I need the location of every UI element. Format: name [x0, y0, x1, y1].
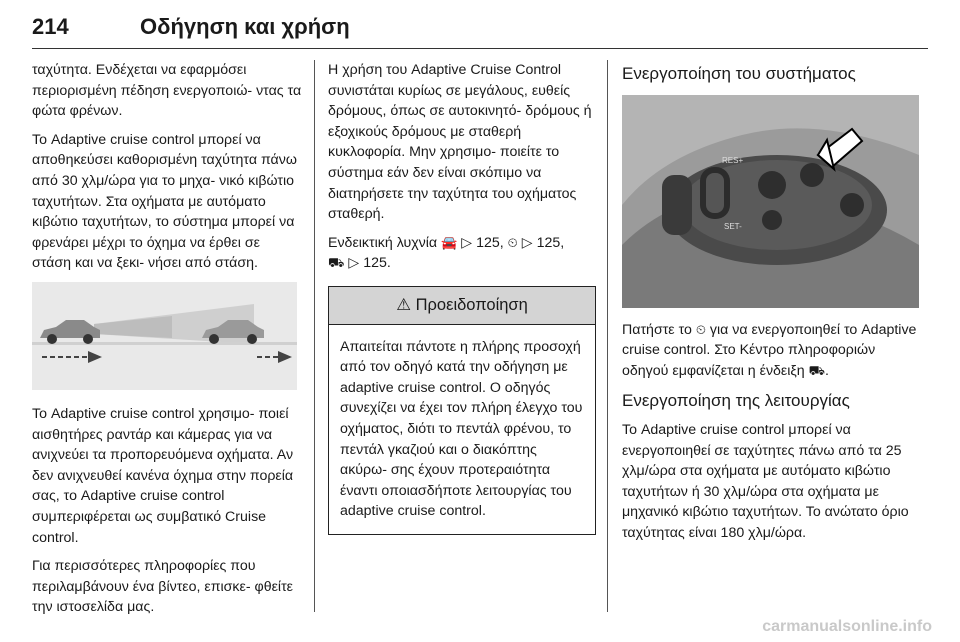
chapter-title: Οδήγηση και χρήση: [140, 14, 350, 39]
page-reference: 125.: [363, 255, 391, 272]
paragraph: ταχύτητα. Ενδέχεται να εφαρμόσει περιορισμένη πέδηση ενεργοποιώ- ντας τα φώτα φρένων.: [32, 62, 302, 120]
paragraph-text: Ενδεικτική λυχνία: [328, 234, 438, 251]
cruise-speedometer-icon: ⏲: [507, 234, 518, 250]
activation-paragraph: [622, 320, 922, 382]
watermark: carmanualsonline.info: [762, 618, 932, 635]
warning-triangle-icon: ⚠: [396, 295, 412, 314]
warning-header: [329, 287, 595, 325]
paragraph: Η χρήση του Adaptive Cruise Control συνιστάται κυρίως σε μεγάλους, ευθείς δρόμους, όπως σε αυτοκινητό- δρόμους ή εξοχικούς δρόμους με σταθερή κυκλοφορία. Μην χρησιμο- ποιείτε το σύστημα εάν δεν είναι σκόπιμο να διατηρήσετε την ταχύτητα του οχήματος σταθερή.: [328, 62, 592, 223]
cruise-speedometer-icon: ⏲: [695, 321, 706, 337]
cruise-control-roller: [700, 167, 730, 219]
warning-box: [328, 286, 596, 535]
steering-wheel-photo: [622, 95, 919, 308]
paragraph-text: για να ενεργοποιηθεί το Adaptive cruise control. Στο Κέντρο πληροφοριών οδηγού εμφανίζεται η ένδειξη: [622, 321, 917, 379]
warning-title: Προειδοποίηση: [415, 295, 528, 314]
paragraph-text: Πατήστε το: [622, 321, 692, 338]
paragraph-text: .: [824, 362, 829, 379]
column-1: [32, 60, 302, 626]
page-ref-arrow-icon: ▷: [461, 234, 473, 251]
vehicle-ahead-icon: ⛟: [808, 362, 825, 378]
column-2: [328, 60, 596, 535]
indicator-paragraph: [328, 233, 596, 274]
page-ref-arrow-icon: ▷: [521, 234, 533, 251]
page-ref-arrow-icon: ▷: [348, 255, 360, 272]
page-number: 214: [32, 14, 69, 39]
section-heading: Ενεργοποίηση του συστήματος: [622, 64, 856, 83]
paragraph: Το Adaptive cruise control μπορεί να αποθηκεύσει καθορισμένη ταχύτητα πάνω από 30 χλμ/ώρα για το μηχα- νικό κιβώτιο ταχυτήτων. Στα οχήματα με αυτόματο κιβώτιο ταχυτήτων, το σύστημα μπορεί να φρενάρει μέχρι το όχημα να έρθει σε στάση και να ξεκι- νήσει από στάση.: [32, 131, 297, 272]
car-warning-icon: 🚘: [441, 234, 458, 250]
column-3: [622, 60, 922, 552]
res-label: RES+: [722, 155, 744, 165]
warning-text: Απαιτείται πάντοτε η πλήρης προσοχή από τον οδηγό κατά την οδήγηση με adaptive cruise control. Ο οδηγός συνεχίζει να έχει τον πλήρη έλεγχο του οχήματος, διότι το πεντάλ φρένου, το πεντάλ γκαζιού και ο διακόπτης ακύρω- σης έχουν προτεραιότητα έναντι οποιασδήποτε λειτουργίας του adaptive cruise control.: [340, 338, 583, 520]
paragraph: Το Adaptive cruise control μπορεί να ενεργοποιηθεί σε ταχύτητες πάνω από τα 25 χλμ/ώρα στα οχήματα με αυτόματο κιβώτιο ταχυτήτων ή 30 χλμ/ώρα στα οχήματα με μηχανικό κιβώτιο ταχυτήτων. Το ανώτατο όριο ταχύτητας είναι 180 χλμ/ώρα.: [622, 421, 909, 541]
column-divider-1: [314, 60, 315, 612]
page-reference: 125,: [536, 234, 565, 251]
page-reference: 125,: [476, 234, 504, 251]
vehicle-ahead-icon: ⛟: [328, 255, 345, 271]
radar-illustration: [32, 282, 297, 390]
page-header: [32, 8, 928, 49]
paragraph: Το Adaptive cruise control χρησιμο- ποιεί αισθητήρες ραντάρ και κάμερας για να ανιχνεύει τα προπορευόμενα οχήματα. Αν δεν ανιχνευθεί κανένα όχημα στην πορεία σας, το Adaptive cruise control συμπεριφέρεται ως συμβατικό Cruise control.: [32, 405, 294, 546]
column-divider-2: [607, 60, 608, 612]
section-heading: Ενεργοποίηση της λειτουργίας: [622, 391, 850, 411]
paragraph: Για περισσότερες πληροφορίες που περιλαμβάνουν ένα βίντεο, επισκε- φθείτε την ιστοσελίδα μας.: [32, 558, 294, 616]
set-label: SET-: [724, 221, 742, 231]
